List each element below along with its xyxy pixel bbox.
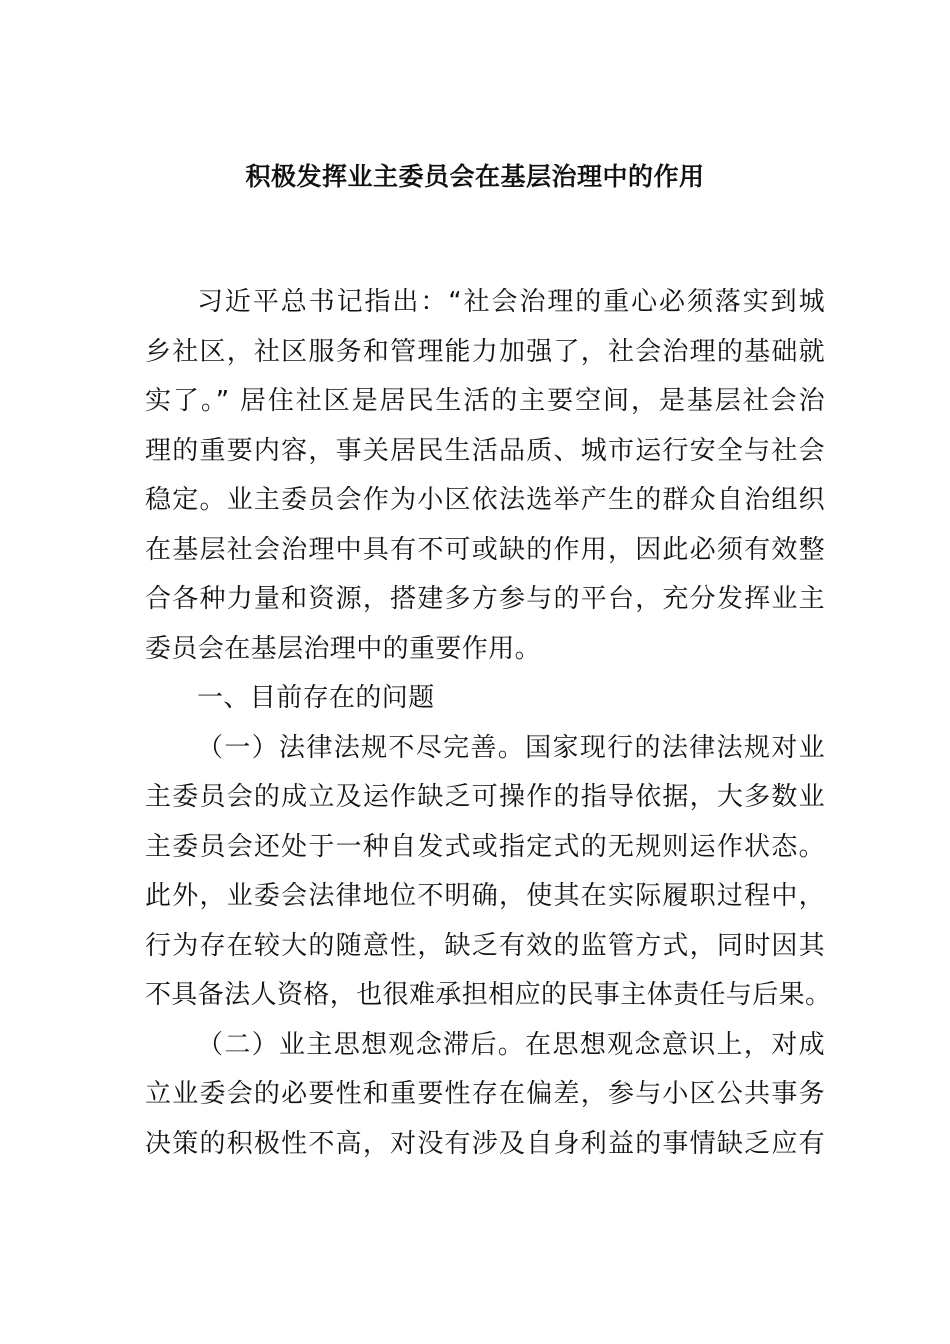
paragraph-line: （二）业主思想观念滞后。在思想观念意识上，对成 (197, 1030, 825, 1060)
paragraph-line: （一）法律法规不尽完善。国家现行的法律法规对业 (197, 733, 825, 763)
paragraph-line: 合各种力量和资源，搭建多方参与的平台，充分发挥业主 (145, 584, 825, 614)
paragraph-line: 委员会在基层治理中的重要作用。 (145, 634, 542, 664)
paragraph-line: 理的重要内容，事关居民生活品质、城市运行安全与社会 (145, 436, 825, 466)
paragraph-line: 行为存在较大的随意性，缺乏有效的监管方式，同时因其 (145, 931, 825, 961)
paragraph-line: 习近平总书记指出：“社会治理的重心必须落实到城 (197, 287, 825, 317)
paragraph-line: 在基层社会治理中具有不可或缺的作用，因此必须有效整 (145, 535, 825, 565)
paragraph-line: 主委员会还处于一种自发式或指定式的无规则运作状态。 (145, 832, 825, 862)
paragraph-line: 此外，业委会法律地位不明确，使其在实际履职过程中， (145, 881, 825, 911)
document-title: 积极发挥业主委员会在基层治理中的作用 (245, 162, 705, 191)
paragraph-line: 主委员会的成立及运作缺乏可操作的指导依据，大多数业 (145, 782, 825, 812)
paragraph-line: 稳定。业主委员会作为小区依法选举产生的群众自治组织 (145, 485, 825, 515)
paragraph-line: 乡社区，社区服务和管理能力加强了，社会治理的基础就 (145, 337, 825, 367)
paragraph-line: 立业委会的必要性和重要性存在偏差，参与小区公共事务 (145, 1079, 825, 1109)
section-heading: 一、目前存在的问题 (197, 683, 435, 713)
paragraph-line: 不具备法人资格，也很难承担相应的民事主体责任与后果。 (145, 980, 832, 1010)
paragraph-line: 决策的积极性不高，对没有涉及自身利益的事情缺乏应有 (145, 1129, 825, 1159)
paragraph-line: 实了。” 居住社区是居民生活的主要空间，是基层社会治 (145, 386, 825, 416)
